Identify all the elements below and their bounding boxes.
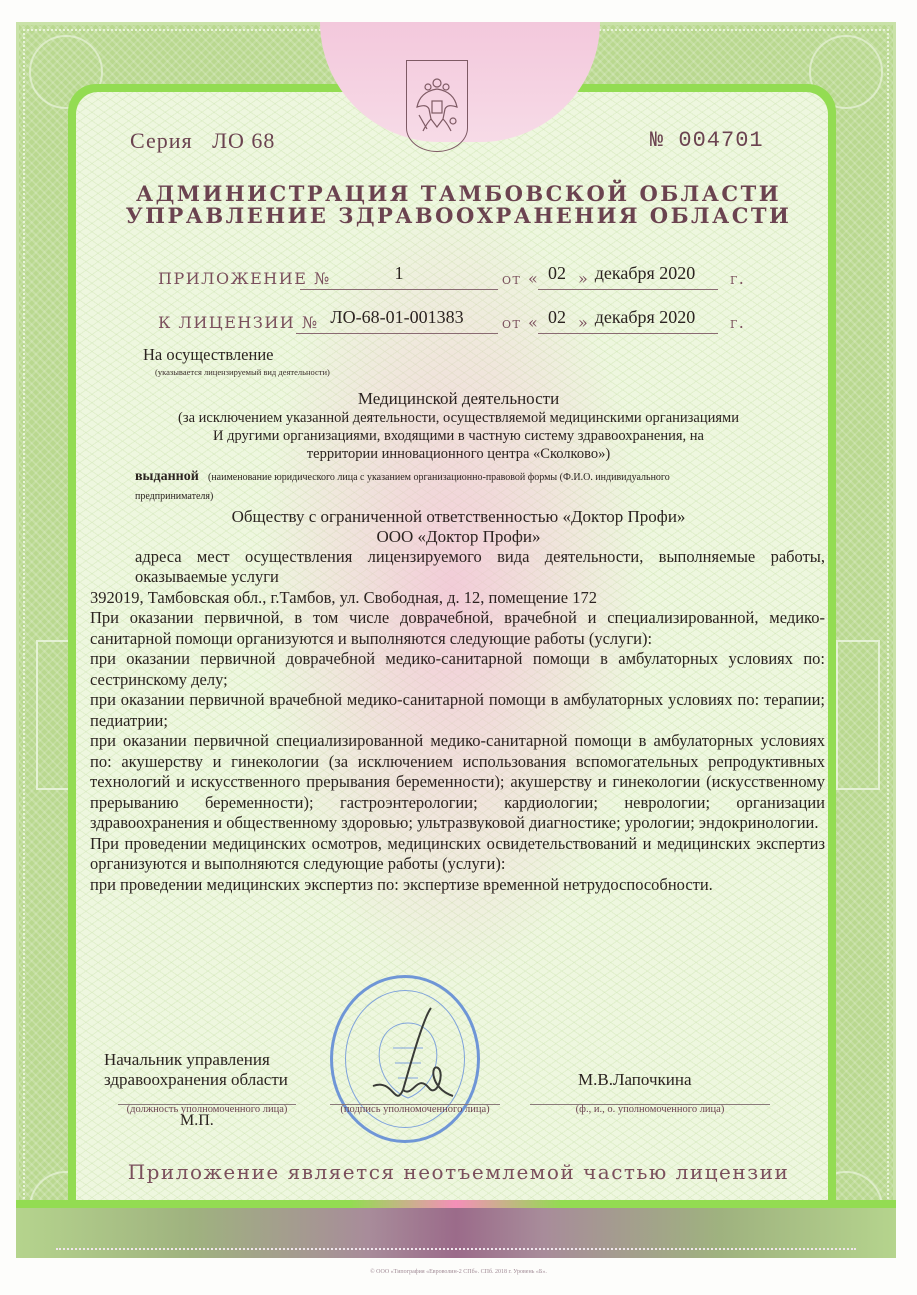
issuer-title: АДМИНИСТРАЦИЯ ТАМБОВСКОЙ ОБЛАСТИ xyxy=(135,181,782,206)
issuer-subtitle: УПРАВЛЕНИЕ ЗДРАВООХРАНЕНИЯ ОБЛАСТИ xyxy=(125,203,792,228)
number-value: 004701 xyxy=(678,128,764,153)
appendix-month-year-field: декабря 2020 xyxy=(572,263,718,290)
appendix-integral-note: Приложение является неотъемлемой частью лицензии xyxy=(127,1160,790,1184)
name-caption: (ф., и., о. уполномоченного лица) xyxy=(575,1104,725,1115)
activity-title: Медицинской деятельности xyxy=(357,389,560,408)
service-item: при оказании первичной специализированной медико-санитарной помощи в амбулаторных условиях по: акушерству и гинекологии (за исключением использования вспомогательных репродуктивных технологий и искусственного прерывания беременности); акушерству и гинекологии (искусственному прерыванию беременности); гастроэнтерологии; кардиологии; неврологии; организации здравоохранения и общественному здоровью; ультразвуковой диагностике; урологии; эндокринологии. xyxy=(90,731,825,832)
number-sign: № xyxy=(650,128,665,153)
appendix-label: ПРИЛОЖЕНИЕ № xyxy=(158,269,331,288)
license-number-field: ЛО-68-01-001383 xyxy=(296,307,498,334)
official-seal-icon xyxy=(330,975,480,1143)
signature-caption: (подпись уполномоченного лица) xyxy=(340,1104,490,1115)
service-item: При оказании первичной, в том числе доврачебной, врачебной и специализированной, медико-санитарной помощи организуются и выполняются следующие работы (услуги): xyxy=(90,608,825,648)
activity-note-1: (за исключением указанной деятельности, осуществляемой медицинскими организациями xyxy=(178,410,739,426)
service-item: При проведении медицинских осмотров, медицинских освидетельствований и медицинских экспертиз организуются и выполняются следующие работы (услуги): xyxy=(90,833,825,873)
appendix-from-label: от « xyxy=(502,269,540,288)
position-caption: (должность уполномоченного лица) xyxy=(126,1104,288,1115)
appendix-number-field: 1 xyxy=(300,263,498,290)
addresses-intro-2: оказываемые услуги xyxy=(135,567,279,586)
side-ornament-icon xyxy=(836,640,880,790)
license-from-label: от « xyxy=(502,313,540,332)
signatory-name: М.В.Лапочкина xyxy=(578,1070,692,1089)
document-number xyxy=(650,128,764,153)
issued-label: выданной xyxy=(135,469,199,484)
appendix-row xyxy=(158,262,778,292)
appendix-year-suffix: г. xyxy=(730,269,746,288)
license-label: К ЛИЦЕНЗИИ № xyxy=(158,313,319,332)
organization-full-name: Обществу с ограниченной ответственностью «Доктор Профи» xyxy=(231,507,686,526)
russian-coat-of-arms-icon xyxy=(406,60,468,152)
signatory-position-2: здравоохранения области xyxy=(104,1070,288,1089)
license-row xyxy=(158,306,778,336)
printer-copyright: © ООО «Типография «Евроволин-2 СПб». СПб. 2018 г. Уровень «Б». xyxy=(370,1269,547,1275)
activity-hint: (указывается лицензируемый вид деятельности) xyxy=(155,367,330,377)
license-quote-close: » xyxy=(578,313,590,332)
license-day-field: 02 xyxy=(538,307,576,334)
address-value: 392019, Тамбовская обл., г.Тамбов, ул. Свободная, д. 12, помещение 172 xyxy=(90,588,597,607)
license-month-year-field: декабря 2020 xyxy=(572,307,718,334)
bottom-ornament-band xyxy=(16,1200,896,1258)
series-label xyxy=(130,128,275,154)
series-value: ЛО 68 xyxy=(212,128,276,153)
service-item: при оказании первичной врачебной медико-санитарной помощи в амбулаторных условиях по: терапии; педиатрии; xyxy=(90,690,825,730)
appendix-quote-close: » xyxy=(578,269,590,288)
seal-mark: М.П. xyxy=(180,1112,214,1129)
signatory-position-1: Начальник управления xyxy=(104,1050,270,1069)
addresses-intro-1: адреса мест осуществления лицензируемого вида деятельности, выполняемые работы, xyxy=(135,547,825,566)
activity-note-3: территории инновационного центра «Сколково») xyxy=(306,446,611,462)
services-list xyxy=(90,608,825,895)
organization-short-name: ООО «Доктор Профи» xyxy=(376,527,541,546)
service-item: при проведении медицинских экспертиз по: экспертизе временной нетрудоспособности. xyxy=(90,874,713,894)
appendix-day-field: 02 xyxy=(538,263,576,290)
service-item: при оказании первичной доврачебной медико-санитарной помощи в амбулаторных условиях по: сестринскому делу; xyxy=(90,649,825,689)
issued-hint-2: предпринимателя) xyxy=(135,491,214,502)
activity-intro: На осуществление xyxy=(143,345,274,364)
activity-note-2: И другими организациями, входящими в частную систему здравоохранения, на xyxy=(213,428,704,444)
issued-hint-1: (наименование юридического лица с указанием организационно-правовой формы (Ф.И.О. индивидуального xyxy=(208,472,670,483)
series-label-text: Серия xyxy=(130,128,193,153)
license-year-suffix: г. xyxy=(730,313,746,332)
